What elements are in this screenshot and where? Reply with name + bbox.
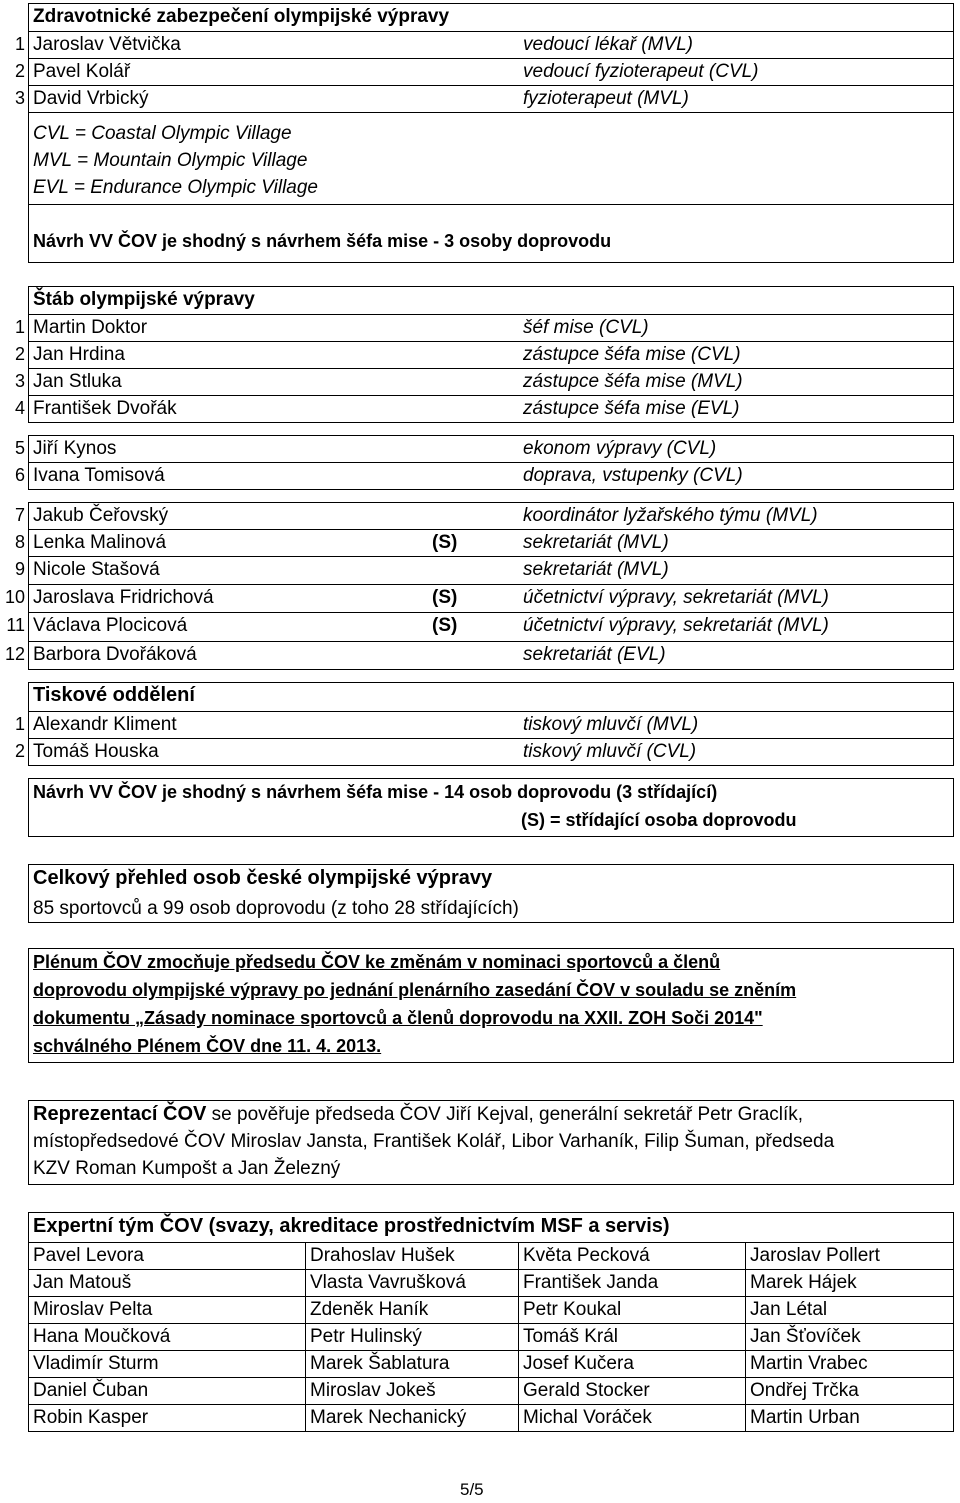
expert-row xyxy=(0,1377,960,1404)
staff-row xyxy=(0,641,960,668)
staff-row xyxy=(0,556,960,583)
expert-name: Petr Hulinský xyxy=(310,1326,422,1347)
expert-name: Gerald Stocker xyxy=(523,1380,650,1401)
row-number: 1 xyxy=(14,714,25,734)
representation-line-1 xyxy=(33,1101,803,1128)
expert-name: Zdeněk Haník xyxy=(310,1299,429,1320)
person-name: Jan Stluka xyxy=(33,371,122,392)
representation-lead: Reprezentací ČOV xyxy=(33,1103,207,1125)
row-line xyxy=(28,368,954,369)
row-number: 5 xyxy=(14,438,25,458)
person-name: Tomáš Houska xyxy=(33,741,159,762)
legend-mvl: MVL = Mountain Olympic Village xyxy=(33,150,308,171)
frame-line xyxy=(953,778,954,836)
staff-row xyxy=(0,529,960,556)
frame-line xyxy=(28,435,954,436)
row-line xyxy=(28,462,954,463)
row-line xyxy=(28,341,954,342)
plenum-line-4: schválného Plénem ČOV dne 11. 4. 2013. xyxy=(33,1036,382,1056)
person-name: Alexandr Kliment xyxy=(33,714,177,735)
frame-line xyxy=(953,1212,954,1431)
person-role: sekretariát (MVL) xyxy=(523,559,669,580)
press-note-1: Návrh VV ČOV je shodný s návrhem šéfa mise - 14 osob doprovodu (3 střídající) xyxy=(33,782,718,802)
person-role: sekretariát (EVL) xyxy=(523,644,666,665)
frame-line xyxy=(28,286,954,287)
person-role: vedoucí lékař (MVL) xyxy=(523,34,694,55)
frame-line xyxy=(28,286,29,422)
expert-name: Jan Šťovíček xyxy=(750,1326,861,1347)
row-line xyxy=(28,1323,954,1324)
row-line xyxy=(28,529,954,530)
expert-name: František Janda xyxy=(523,1272,659,1293)
representation-text-1: se pověřuje předseda ČOV Jiří Kejval, generální sekretář Petr Graclík, xyxy=(206,1104,804,1125)
person-role: šéf mise (CVL) xyxy=(523,317,649,338)
expert-name: Martin Urban xyxy=(750,1407,860,1428)
frame-line xyxy=(28,3,29,262)
row-number: 6 xyxy=(14,465,25,485)
overview-title: Celkový přehled osob české olympijské výpravy xyxy=(33,867,493,889)
expert-name: Daniel Čuban xyxy=(33,1380,149,1401)
expert-name: Marek Nechanický xyxy=(310,1407,467,1428)
person-name: Václava Plocicová xyxy=(33,615,188,636)
row-line xyxy=(28,395,954,396)
medical-row xyxy=(0,58,960,85)
expert-name: Marek Hájek xyxy=(750,1272,857,1293)
person-name: Jakub Čeřovský xyxy=(33,505,169,526)
frame-line xyxy=(953,3,954,262)
person-name: Jaroslava Fridrichová xyxy=(33,587,214,608)
frame-line xyxy=(28,262,954,263)
row-line xyxy=(28,612,954,613)
col-line xyxy=(518,1242,519,1431)
substitute-mark: (S) xyxy=(432,587,458,608)
person-role: tiskový mluvčí (CVL) xyxy=(523,741,697,762)
person-name: Barbora Dvořáková xyxy=(33,644,197,665)
representation-line-2: místopředsedové ČOV Miroslav Jansta, František Kolář, Libor Varhaník, Filip Šuman, předseda xyxy=(33,1131,835,1152)
person-role: koordinátor lyžařského týmu (MVL) xyxy=(523,505,818,526)
row-line xyxy=(28,641,954,642)
frame-line xyxy=(28,435,29,489)
person-role: vedoucí fyzioterapeut (CVL) xyxy=(523,61,759,82)
col-line xyxy=(305,1242,306,1431)
person-name: Martin Doktor xyxy=(33,317,148,338)
staff-row xyxy=(0,584,960,611)
person-name: Pavel Kolář xyxy=(33,61,131,82)
plenum-line-2: doprovodu olympijské výpravy po jednání plenárního zasedání ČOV v souladu se zněním xyxy=(33,980,797,1000)
person-name: David Vrbický xyxy=(33,88,149,109)
frame-line xyxy=(28,922,954,923)
row-line xyxy=(28,669,954,670)
person-role: fyzioterapeut (MVL) xyxy=(523,88,689,109)
staff-row xyxy=(0,612,960,639)
medical-note: Návrh VV ČOV je shodný s návrhem šéfa mise - 3 osoby doprovodu xyxy=(33,231,612,251)
frame-line xyxy=(953,502,954,669)
row-number: 4 xyxy=(14,398,25,418)
row-number: 9 xyxy=(14,559,25,579)
person-role: zástupce šéfa mise (CVL) xyxy=(523,344,741,365)
expert-row xyxy=(0,1323,960,1350)
frame-line xyxy=(28,836,954,837)
row-line xyxy=(28,422,954,423)
staff-row xyxy=(0,341,960,368)
expert-name: Vladimír Sturm xyxy=(33,1353,159,1374)
frame-line xyxy=(28,1184,954,1185)
row-line xyxy=(28,31,954,32)
person-role: zástupce šéfa mise (EVL) xyxy=(523,398,740,419)
frame-line xyxy=(28,204,954,205)
representation-line-3: KZV Roman Kumpošt a Jan Železný xyxy=(33,1158,341,1179)
press-title: Tiskové oddělení xyxy=(33,684,195,706)
expert-name: Miroslav Pelta xyxy=(33,1299,153,1320)
row-number: 7 xyxy=(14,505,25,525)
plenum-line-3: dokumentu „Zásady nominace sportovců a členů doprovodu na XXII. ZOH Soči 2014" xyxy=(33,1008,763,1028)
expert-name: Michal Voráček xyxy=(523,1407,652,1428)
staff-row xyxy=(0,314,960,341)
staff-row xyxy=(0,462,960,489)
person-role: sekretariát (MVL) xyxy=(523,532,669,553)
row-line xyxy=(28,314,954,315)
expert-name: Jan Létal xyxy=(750,1299,828,1320)
person-name: Lenka Malinová xyxy=(33,532,167,553)
person-name: Ivana Tomisová xyxy=(33,465,165,486)
expert-name: Vlasta Vavrušková xyxy=(310,1272,466,1293)
expert-name: Drahoslav Hušek xyxy=(310,1245,455,1266)
row-line xyxy=(28,765,954,766)
staff-row xyxy=(0,368,960,395)
plenum-line-1: Plénum ČOV zmocňuje předsedu ČOV ke změnám v nominaci sportovců a členů xyxy=(33,952,721,972)
col-line xyxy=(745,1242,746,1431)
row-number: 2 xyxy=(14,344,25,364)
expert-name: Ondřej Trčka xyxy=(750,1380,859,1401)
row-line xyxy=(28,58,954,59)
expert-name: Pavel Levora xyxy=(33,1245,144,1266)
expert-name: Josef Kučera xyxy=(523,1353,634,1374)
frame-line xyxy=(28,1100,29,1184)
expert-name: Květa Pecková xyxy=(523,1245,650,1266)
frame-line xyxy=(28,864,29,922)
person-role: ekonom výpravy (CVL) xyxy=(523,438,717,459)
row-number: 1 xyxy=(14,34,25,54)
frame-line xyxy=(28,502,954,503)
row-line xyxy=(28,1269,954,1270)
frame-line xyxy=(953,1100,954,1184)
frame-line xyxy=(28,502,29,669)
person-role: účetnictví výpravy, sekretariát (MVL) xyxy=(523,615,829,636)
row-line xyxy=(28,489,954,490)
frame-line xyxy=(28,682,954,683)
substitute-mark: (S) xyxy=(432,615,458,636)
row-line xyxy=(28,112,954,113)
frame-line xyxy=(953,864,954,922)
person-name: František Dvořák xyxy=(33,398,177,419)
press-row xyxy=(0,738,960,765)
row-line xyxy=(28,738,954,739)
staff-row xyxy=(0,435,960,462)
expert-name: Jaroslav Pollert xyxy=(750,1245,880,1266)
person-name: Jiří Kynos xyxy=(33,438,117,459)
frame-line xyxy=(953,682,954,765)
row-number: 2 xyxy=(14,741,25,761)
expert-name: Robin Kasper xyxy=(33,1407,149,1428)
person-role: zástupce šéfa mise (MVL) xyxy=(523,371,743,392)
frame-line xyxy=(953,286,954,422)
staff-row xyxy=(0,395,960,422)
row-line xyxy=(28,1404,954,1405)
frame-line xyxy=(953,435,954,489)
expert-name: Marek Šablatura xyxy=(310,1353,450,1374)
row-number: 10 xyxy=(4,587,25,607)
row-number: 3 xyxy=(14,88,25,108)
row-line xyxy=(28,1431,954,1432)
row-line xyxy=(28,711,954,712)
row-line xyxy=(28,556,954,557)
expert-row xyxy=(0,1350,960,1377)
row-line xyxy=(28,1296,954,1297)
expert-row xyxy=(0,1269,960,1296)
frame-line xyxy=(28,778,29,836)
overview-text: 85 sportovců a 99 osob doprovodu (z toho 28 střídajících) xyxy=(33,898,519,919)
frame-line xyxy=(28,682,29,765)
frame-line xyxy=(28,3,954,4)
row-number: 2 xyxy=(14,61,25,81)
row-line xyxy=(28,1377,954,1378)
substitute-mark: (S) xyxy=(432,532,458,553)
row-line xyxy=(28,1350,954,1351)
expert-row xyxy=(0,1296,960,1323)
legend-evl: EVL = Endurance Olympic Village xyxy=(33,177,318,198)
row-number: 11 xyxy=(6,615,25,635)
legend-cvl: CVL = Coastal Olympic Village xyxy=(33,123,292,144)
person-role: doprava, vstupenky (CVL) xyxy=(523,465,743,486)
row-line xyxy=(28,1242,954,1243)
row-number: 3 xyxy=(14,371,25,391)
frame-line xyxy=(953,948,954,1062)
person-role: tiskový mluvčí (MVL) xyxy=(523,714,699,735)
staff-row xyxy=(0,502,960,529)
medical-row xyxy=(0,31,960,58)
row-number: 8 xyxy=(14,532,25,552)
staff-title: Štáb olympijské výpravy xyxy=(33,289,255,310)
medical-title: Zdravotnické zabezpečení olympijské výpravy xyxy=(33,6,450,27)
frame-line xyxy=(28,1212,954,1213)
medical-row xyxy=(0,85,960,112)
expert-row xyxy=(0,1404,960,1431)
person-name: Jan Hrdina xyxy=(33,344,125,365)
row-line xyxy=(28,584,954,585)
frame-line xyxy=(28,1212,29,1431)
frame-line xyxy=(28,948,29,1062)
experts-title: Expertní tým ČOV (svazy, akreditace prostřednictvím MSF a servis) xyxy=(33,1215,670,1237)
person-name: Jaroslav Větvička xyxy=(33,34,181,55)
row-line xyxy=(28,85,954,86)
expert-row xyxy=(0,1242,960,1269)
row-number: 1 xyxy=(14,317,25,337)
frame-line xyxy=(28,1062,954,1063)
person-role: účetnictví výpravy, sekretariát (MVL) xyxy=(523,587,829,608)
row-number: 12 xyxy=(4,644,25,664)
expert-name: Martin Vrabec xyxy=(750,1353,868,1374)
expert-name: Jan Matouš xyxy=(33,1272,132,1293)
page-number: 5/5 xyxy=(460,1480,484,1499)
expert-name: Tomáš Král xyxy=(523,1326,619,1347)
expert-name: Hana Moučková xyxy=(33,1326,171,1347)
press-note-2: (S) = střídající osoba doprovodu xyxy=(521,810,797,830)
press-row xyxy=(0,711,960,738)
expert-name: Petr Koukal xyxy=(523,1299,622,1320)
person-name: Nicole Stašová xyxy=(33,559,160,580)
expert-name: Miroslav Jokeš xyxy=(310,1380,436,1401)
